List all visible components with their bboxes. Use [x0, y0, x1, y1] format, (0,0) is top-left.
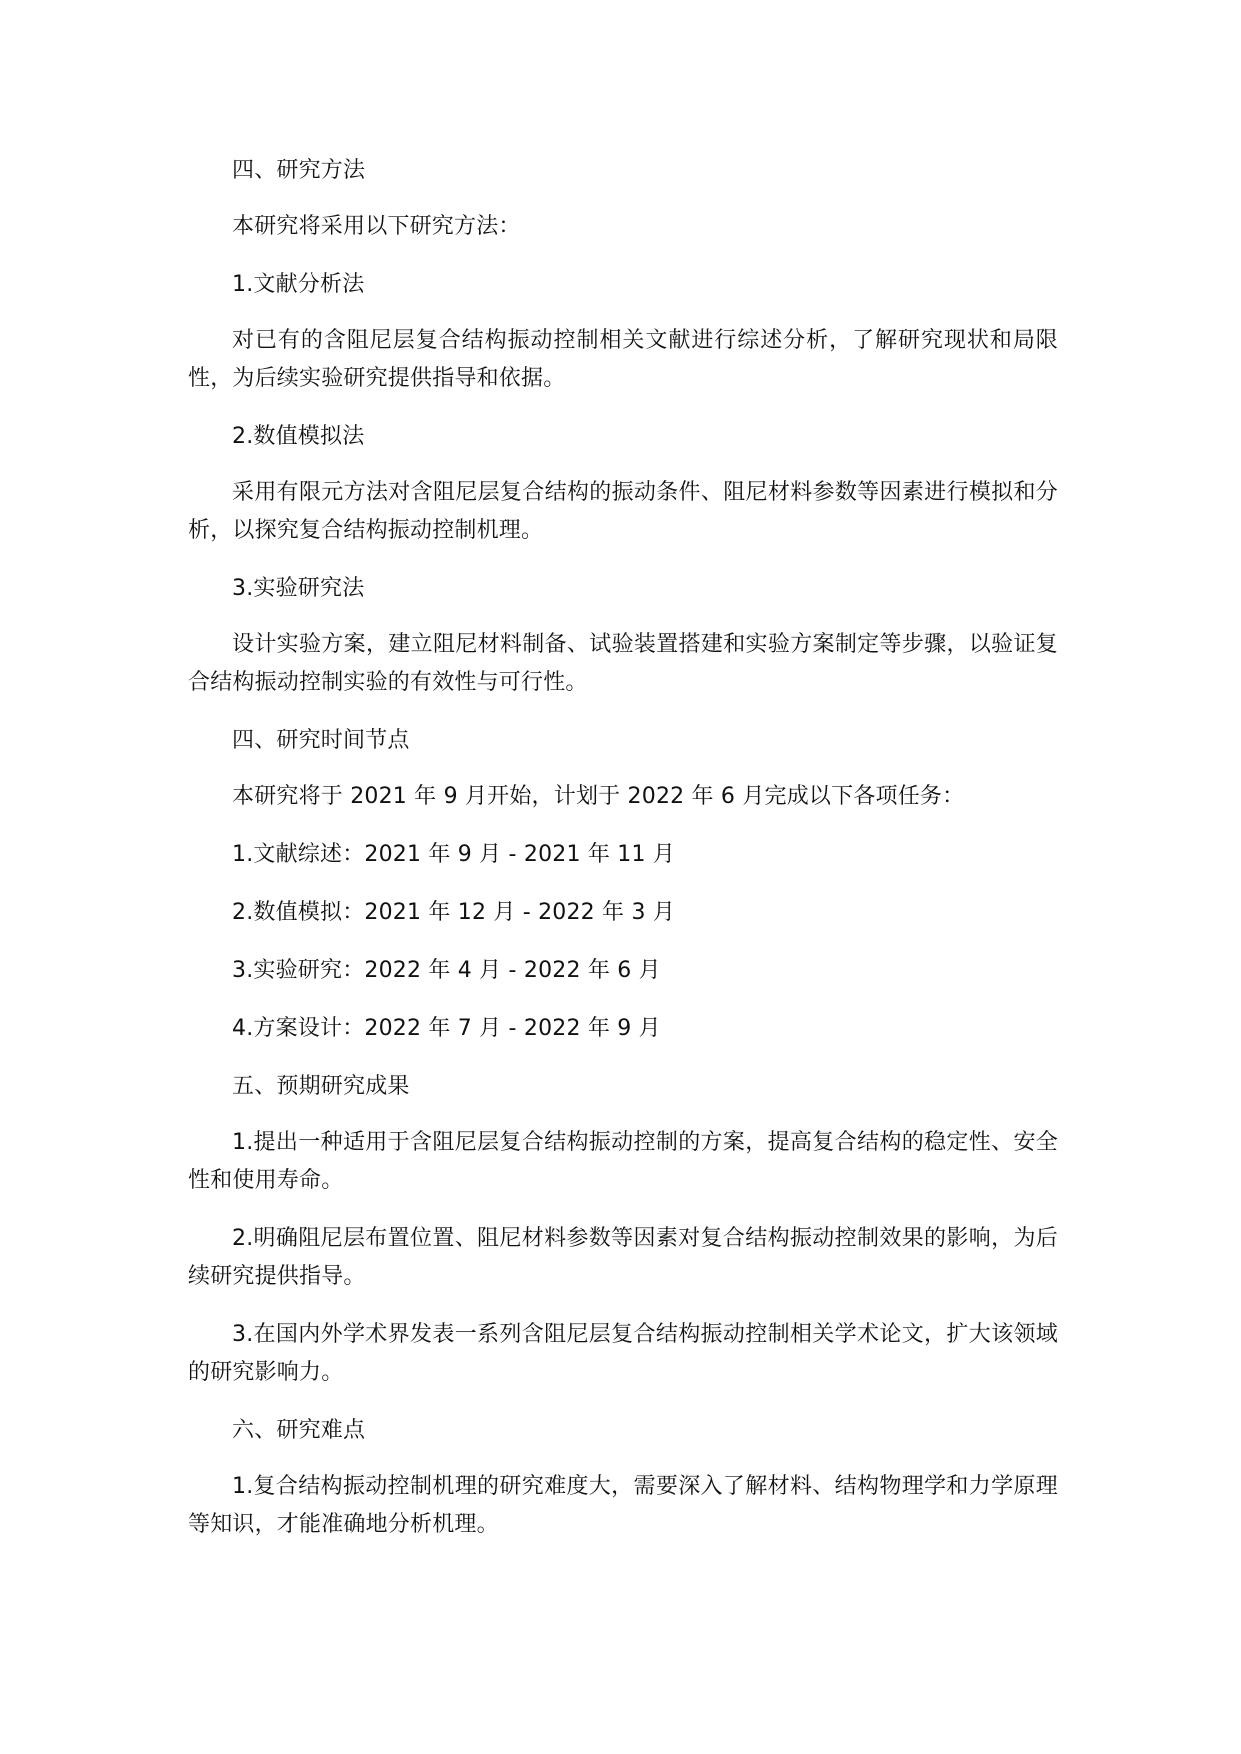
timeline-item-literature-review: 1.文献综述：2021 年 9 月 - 2021 年 11 月	[232, 842, 676, 867]
paragraph-numerical-simulation: 采用有限元方法对含阻尼层复合结构的振动条件、阻尼材料参数等因素进行模拟和分析，以探究复合结构振动控制机理。	[188, 480, 1058, 543]
document-body	[188, 152, 1058, 1564]
subheading-literature-analysis: 1.文献分析法	[232, 272, 365, 297]
paragraph-experimental-research: 设计实验方案，建立阻尼材料制备、试验装置搭建和实验方案制定等步骤，以验证复合结构振动控制实验的有效性与可行性。	[188, 632, 1058, 695]
timeline-item-experimental-research: 3.实验研究：2022 年 4 月 - 2022 年 6 月	[232, 958, 661, 983]
difficulty-item-1: 1.复合结构振动控制机理的研究难度大，需要深入了解材料、结构物理学和力学原理等知识，才能准确地分析机理。	[188, 1474, 1058, 1537]
timeline-item-scheme-design: 4.方案设计：2022 年 7 月 - 2022 年 9 月	[232, 1016, 661, 1041]
expected-result-item-1: 1.提出一种适用于含阻尼层复合结构振动控制的方案，提高复合结构的稳定性、安全性和使用寿命。	[188, 1130, 1058, 1193]
subheading-experimental-research: 3.实验研究法	[232, 576, 365, 601]
subheading-numerical-simulation: 2.数值模拟法	[232, 424, 365, 449]
paragraph-timeline-intro: 本研究将于 2021 年 9 月开始，计划于 2022 年 6 月完成以下各项任务：	[232, 784, 965, 809]
paragraph-methods-intro: 本研究将采用以下研究方法：	[232, 214, 521, 239]
section-heading-difficulties: 六、研究难点	[232, 1418, 366, 1443]
timeline-item-numerical-simulation: 2.数值模拟：2021 年 12 月 - 2022 年 3 月	[232, 900, 676, 925]
paragraph-literature-analysis: 对已有的含阻尼层复合结构振动控制相关文献进行综述分析，了解研究现状和局限性，为后续实验研究提供指导和依据。	[188, 328, 1058, 391]
section-heading-research-methods: 四、研究方法	[232, 158, 366, 183]
expected-result-item-3: 3.在国内外学术界发表一系列含阻尼层复合结构振动控制相关学术论文，扩大该领域的研究影响力。	[188, 1322, 1058, 1385]
section-heading-expected-results: 五、预期研究成果	[232, 1074, 410, 1099]
expected-result-item-2: 2.明确阻尼层布置位置、阻尼材料参数等因素对复合结构振动控制效果的影响，为后续研究提供指导。	[188, 1226, 1058, 1289]
section-heading-timeline: 四、研究时间节点	[232, 728, 410, 753]
